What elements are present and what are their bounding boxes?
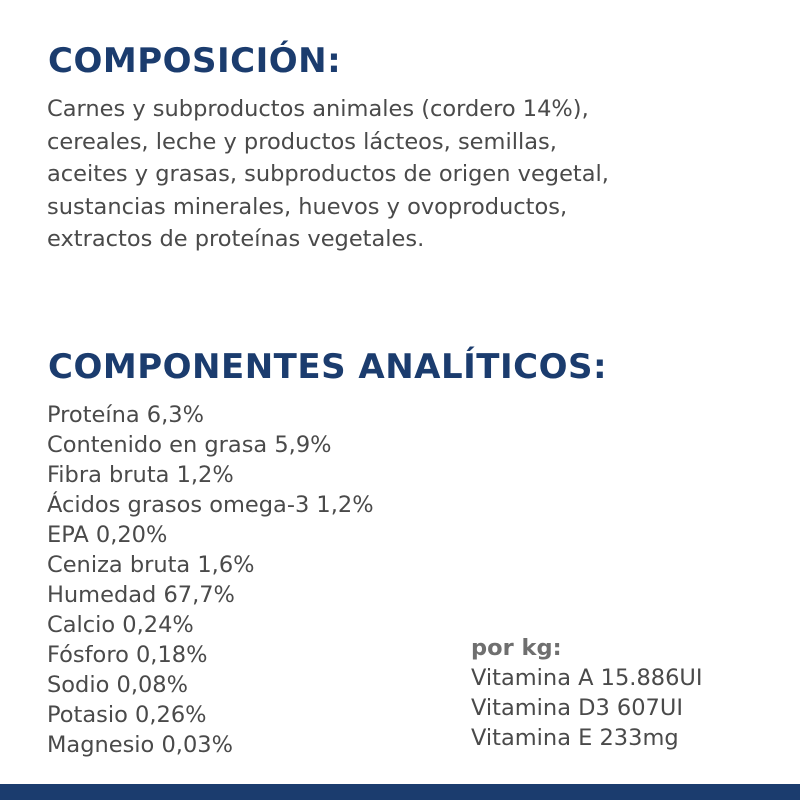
componente-item: Ceniza bruta 1,6% (47, 552, 255, 578)
componente-item: Fósforo 0,18% (47, 642, 208, 668)
componente-item: EPA 0,20% (47, 522, 168, 548)
por-kg-label: por kg: (471, 635, 562, 661)
componente-item: Ácidos grasos omega-3 1,2% (47, 492, 374, 518)
componente-item: Magnesio 0,03% (47, 732, 233, 758)
bottom-bar (0, 784, 800, 800)
composicion-line: sustancias minerales, huevos y ovoproductos, (47, 193, 568, 220)
vitamina-item: Vitamina D3 607UI (471, 695, 683, 721)
vitamina-item: Vitamina A 15.886UI (471, 665, 703, 691)
componente-item: Contenido en grasa 5,9% (47, 432, 332, 458)
composicion-line: extractos de proteínas vegetales. (47, 226, 425, 252)
composicion-line: Carnes y subproductos animales (cordero 14%), (47, 96, 589, 122)
componente-item: Fibra bruta 1,2% (47, 462, 234, 488)
componentes-list (47, 400, 374, 760)
componente-item: Sodio 0,08% (47, 672, 188, 698)
composicion-text (47, 93, 767, 256)
componente-item: Potasio 0,26% (47, 702, 207, 728)
por-kg-list (471, 633, 703, 753)
componente-item: Humedad 67,7% (47, 582, 235, 608)
componente-item: Calcio 0,24% (47, 612, 194, 638)
componentes-heading: COMPONENTES ANALÍTICOS: (48, 347, 608, 387)
vitamina-item: Vitamina E 233mg (471, 725, 679, 751)
composicion-line: aceites y grasas, subproductos de origen vegetal, (47, 161, 609, 187)
componente-item: Proteína 6,3% (47, 402, 204, 428)
composicion-heading: COMPOSICIÓN: (48, 41, 342, 81)
composicion-line: cereales, leche y productos lácteos, semillas, (47, 128, 557, 155)
